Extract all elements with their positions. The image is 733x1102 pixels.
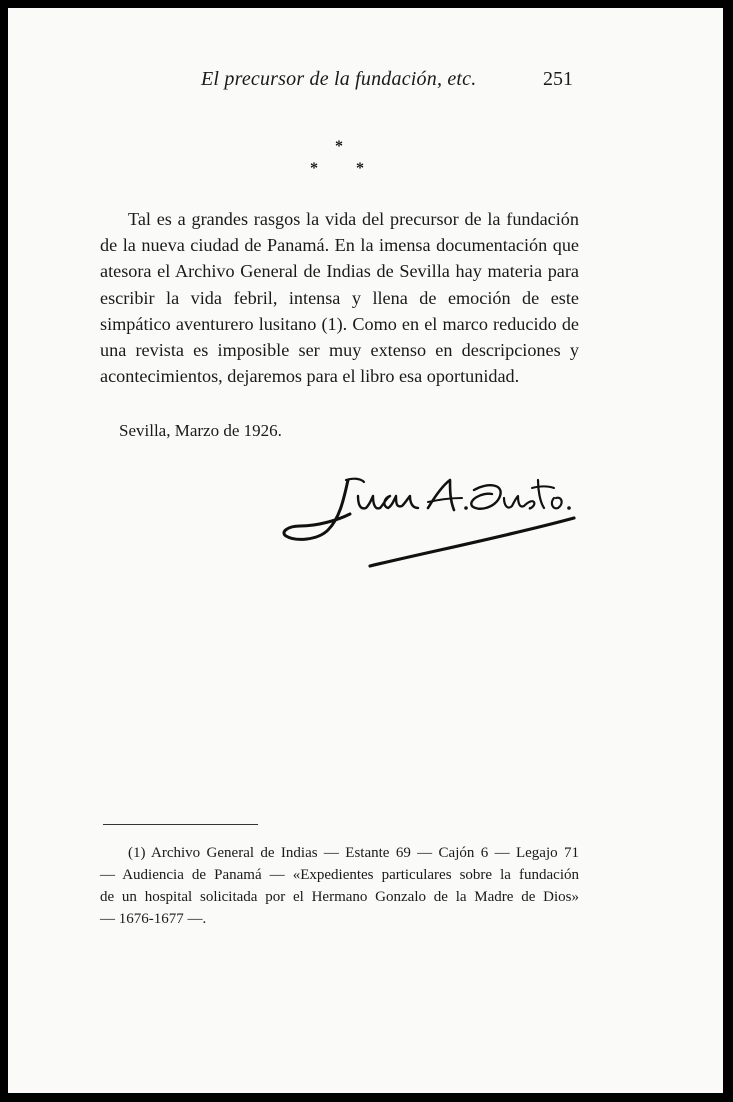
asterism-star-top: *: [335, 138, 343, 155]
body-paragraph: Tal es a grandes rasgos la vida del precursor de la fundación de la nueva ciudad de Panamá. En la imensa documentación que atesora el Archivo General de Indias de Sevilla hay materia para escribir la vida febril, intensa y llena de emoción de este simpático aventurero lusitano (1). Como en el marco reducido de una revista es imposible ser muy extenso en descripciones y acontecimientos, dejaremos para el libro esa oportunidad.: [100, 209, 579, 387]
footnote-line: — 1676-1677 —.: [100, 911, 207, 927]
footnote-line: de un hospital solicitada por el Hermano Gonzalo de la Madre de Dios»: [100, 889, 579, 905]
place-date: Sevilla, Marzo de 1926.: [119, 421, 282, 440]
asterism-star-right: *: [356, 160, 364, 177]
book-page: [8, 8, 723, 1093]
running-title: El precursor de la fundación, etc.: [201, 68, 477, 90]
asterism-separator: [304, 138, 374, 180]
footnote-line: (1) Archivo General de Indias — Estante 69 — Cajón 6 — Legajo 71: [128, 845, 579, 861]
asterism-star-left: *: [310, 160, 318, 177]
handwritten-signature: [278, 468, 578, 578]
footnote-line: — Audiencia de Panamá — «Expedientes particulares sobre la fundación: [100, 867, 579, 883]
page-number: 251: [543, 68, 573, 90]
footnote: [100, 842, 579, 930]
footnote-rule: [103, 824, 258, 825]
